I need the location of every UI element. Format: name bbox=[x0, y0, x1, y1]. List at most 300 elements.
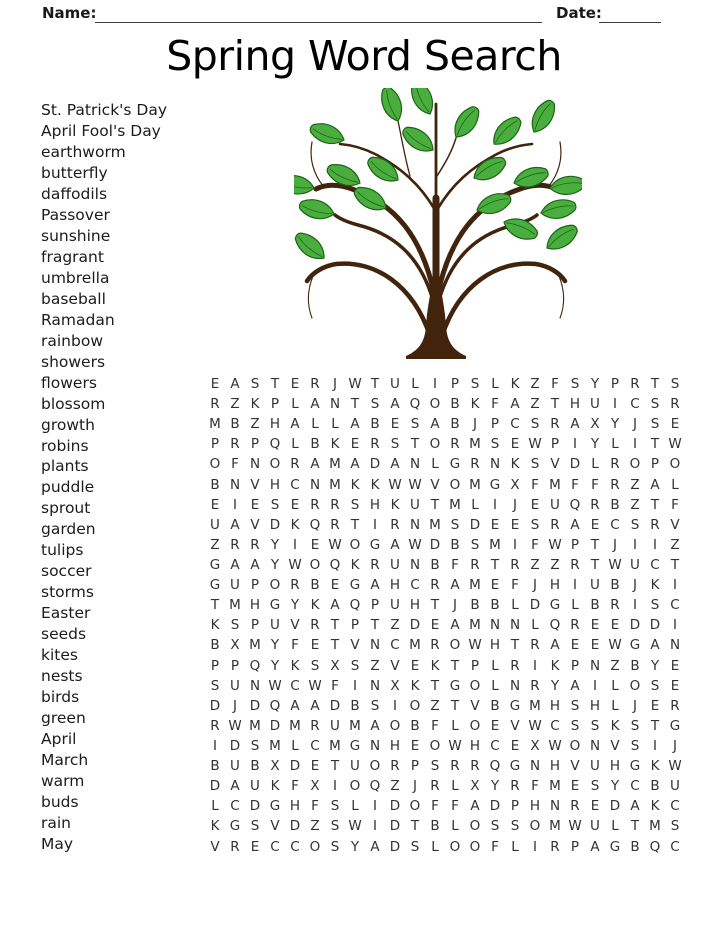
grid-letter: Q bbox=[269, 436, 281, 453]
grid-letter: U bbox=[250, 778, 260, 795]
grid-letter: R bbox=[310, 376, 320, 393]
grid-letter: S bbox=[390, 436, 400, 453]
grid-letter: R bbox=[610, 476, 620, 493]
grid-letter: B bbox=[610, 577, 620, 594]
word-list-item: butterfly bbox=[41, 163, 108, 182]
grid-letter: J bbox=[633, 416, 637, 433]
grid-letter: S bbox=[470, 376, 480, 393]
grid-letter: D bbox=[269, 516, 281, 533]
grid-letter: E bbox=[490, 717, 500, 734]
grid-letter: A bbox=[230, 778, 240, 795]
grid-letter: N bbox=[329, 396, 341, 413]
grid-letter: P bbox=[490, 416, 500, 433]
grid-letter: N bbox=[669, 637, 681, 654]
grid-letter: D bbox=[569, 456, 581, 473]
grid-letter: G bbox=[509, 758, 521, 775]
grid-letter: P bbox=[410, 758, 420, 775]
grid-letter: J bbox=[413, 778, 417, 795]
grid-letter: R bbox=[290, 456, 300, 473]
grid-letter: I bbox=[353, 677, 357, 694]
grid-letter: H bbox=[549, 697, 561, 714]
grid-letter: K bbox=[550, 657, 560, 674]
grid-letter: I bbox=[573, 577, 577, 594]
grid-letter: R bbox=[570, 798, 580, 815]
grid-letter: P bbox=[570, 838, 580, 855]
grid-letter: Z bbox=[230, 396, 240, 413]
word-list-item: robins bbox=[41, 436, 89, 455]
grid-letter: S bbox=[250, 818, 260, 835]
grid-letter: K bbox=[650, 758, 660, 775]
grid-letter: V bbox=[250, 516, 260, 533]
grid-letter: M bbox=[449, 496, 461, 513]
grid-letter: S bbox=[450, 516, 460, 533]
grid-letter: O bbox=[309, 557, 321, 574]
grid-letter: U bbox=[590, 758, 600, 775]
grid-letter: C bbox=[390, 637, 400, 654]
grid-letter: I bbox=[433, 376, 437, 393]
grid-letter: P bbox=[250, 436, 260, 453]
grid-letter: S bbox=[590, 717, 600, 734]
grid-letter: U bbox=[210, 516, 220, 533]
grid-letter: L bbox=[451, 717, 459, 734]
grid-letter: U bbox=[230, 577, 240, 594]
word-list-item: soccer bbox=[41, 562, 92, 581]
grid-letter: I bbox=[673, 617, 677, 634]
grid-letter: I bbox=[533, 657, 537, 674]
grid-letter: U bbox=[630, 557, 640, 574]
grid-letter: W bbox=[448, 738, 462, 755]
grid-letter: Q bbox=[369, 778, 381, 795]
word-list-item: showers bbox=[41, 352, 106, 371]
grid-letter: W bbox=[568, 818, 582, 835]
grid-letter: L bbox=[611, 436, 619, 453]
grid-letter: Z bbox=[530, 557, 540, 574]
grid-letter: D bbox=[369, 456, 381, 473]
grid-letter: B bbox=[450, 536, 460, 553]
word-list-item: earthworm bbox=[41, 142, 126, 161]
grid-letter: T bbox=[650, 717, 660, 734]
grid-letter: O bbox=[629, 677, 641, 694]
grid-letter: C bbox=[410, 577, 420, 594]
word-list-item: March bbox=[41, 751, 89, 770]
grid-letter: F bbox=[511, 577, 519, 594]
grid-letter: H bbox=[549, 577, 561, 594]
grid-letter: L bbox=[211, 798, 219, 815]
grid-letter: Z bbox=[530, 396, 540, 413]
grid-letter: W bbox=[408, 476, 422, 493]
grid-letter: R bbox=[430, 778, 440, 795]
grid-letter: N bbox=[409, 557, 421, 574]
grid-letter: R bbox=[630, 376, 640, 393]
grid-letter: Y bbox=[490, 778, 500, 795]
grid-letter: M bbox=[469, 476, 481, 493]
grid-letter: K bbox=[650, 798, 660, 815]
grid-letter: S bbox=[630, 516, 640, 533]
grid-letter: P bbox=[570, 536, 580, 553]
grid-letter: M bbox=[649, 818, 661, 835]
grid-letter: J bbox=[333, 376, 337, 393]
grid-letter: S bbox=[330, 838, 340, 855]
grid-letter: W bbox=[348, 376, 362, 393]
grid-letter: T bbox=[430, 496, 440, 513]
grid-letter: E bbox=[490, 516, 500, 533]
grid-letter: H bbox=[569, 396, 581, 413]
grid-letter: N bbox=[489, 456, 501, 473]
grid-letter: D bbox=[389, 838, 401, 855]
grid-letter: H bbox=[269, 416, 281, 433]
grid-letter: J bbox=[633, 697, 637, 714]
grid-letter: K bbox=[510, 376, 520, 393]
grid-letter: D bbox=[389, 798, 401, 815]
grid-letter: P bbox=[350, 617, 360, 634]
grid-letter: I bbox=[373, 818, 377, 835]
grid-letter: Z bbox=[390, 617, 400, 634]
grid-letter: I bbox=[633, 536, 637, 553]
grid-letter: N bbox=[509, 617, 521, 634]
word-list-item: kites bbox=[41, 646, 78, 665]
grid-letter: G bbox=[629, 637, 641, 654]
grid-letter: B bbox=[210, 758, 220, 775]
grid-letter: H bbox=[609, 758, 621, 775]
grid-letter: K bbox=[270, 778, 280, 795]
grid-letter: H bbox=[489, 637, 501, 654]
grid-letter: B bbox=[610, 496, 620, 513]
grid-letter: A bbox=[290, 416, 300, 433]
grid-letter: O bbox=[389, 717, 401, 734]
grid-letter: S bbox=[630, 717, 640, 734]
grid-letter: T bbox=[590, 557, 600, 574]
grid-letter: P bbox=[270, 396, 280, 413]
grid-letter: K bbox=[510, 456, 520, 473]
grid-letter: S bbox=[650, 416, 660, 433]
grid-letter: A bbox=[570, 516, 580, 533]
grid-letter: T bbox=[430, 677, 440, 694]
grid-letter: L bbox=[311, 416, 319, 433]
grid-letter: I bbox=[373, 516, 377, 533]
grid-letter: E bbox=[210, 496, 220, 513]
grid-letter: F bbox=[591, 476, 599, 493]
grid-letter: R bbox=[370, 436, 380, 453]
grid-letter: C bbox=[270, 838, 280, 855]
grid-letter: Y bbox=[270, 637, 280, 654]
grid-letter: S bbox=[230, 617, 240, 634]
grid-letter: J bbox=[453, 597, 457, 614]
grid-letter: T bbox=[270, 376, 280, 393]
grid-letter: J bbox=[513, 496, 517, 513]
grid-letter: F bbox=[491, 396, 499, 413]
grid-letter: E bbox=[610, 617, 620, 634]
grid-letter: E bbox=[590, 617, 600, 634]
grid-letter: H bbox=[469, 738, 481, 755]
grid-letter: S bbox=[530, 516, 540, 533]
grid-letter: S bbox=[590, 778, 600, 795]
grid-letter: F bbox=[291, 637, 299, 654]
grid-letter: L bbox=[611, 677, 619, 694]
grid-letter: E bbox=[410, 657, 420, 674]
grid-letter: V bbox=[470, 697, 480, 714]
grid-letter: O bbox=[209, 456, 221, 473]
grid-letter: M bbox=[529, 697, 541, 714]
grid-letter: O bbox=[269, 577, 281, 594]
grid-letter: L bbox=[451, 818, 459, 835]
grid-letter: X bbox=[470, 778, 480, 795]
grid-letter: F bbox=[531, 536, 539, 553]
grid-letter: N bbox=[249, 677, 261, 694]
grid-letter: C bbox=[290, 476, 300, 493]
grid-letter: Y bbox=[550, 677, 560, 694]
word-list-item: rain bbox=[41, 813, 72, 832]
grid-letter: G bbox=[229, 818, 241, 835]
grid-letter: Q bbox=[329, 557, 341, 574]
grid-letter: U bbox=[390, 597, 400, 614]
grid-letter: S bbox=[670, 376, 680, 393]
grid-letter: S bbox=[370, 697, 380, 714]
grid-letter: Q bbox=[409, 396, 421, 413]
grid-letter: Z bbox=[250, 416, 260, 433]
grid-letter: O bbox=[429, 738, 441, 755]
grid-letter: E bbox=[590, 516, 600, 533]
grid-letter: S bbox=[570, 697, 580, 714]
grid-letter: R bbox=[510, 778, 520, 795]
date-input-line[interactable] bbox=[599, 4, 661, 23]
grid-letter: J bbox=[673, 738, 677, 755]
grid-letter: V bbox=[670, 516, 680, 533]
grid-letter: E bbox=[250, 838, 260, 855]
grid-letter: U bbox=[350, 758, 360, 775]
grid-letter: Y bbox=[610, 416, 620, 433]
grid-letter: N bbox=[589, 738, 601, 755]
grid-letter: C bbox=[510, 416, 520, 433]
grid-letter: M bbox=[349, 717, 361, 734]
grid-letter: Y bbox=[270, 536, 280, 553]
grid-letter: L bbox=[591, 456, 599, 473]
grid-letter: S bbox=[350, 657, 360, 674]
grid-letter: D bbox=[269, 717, 281, 734]
grid-letter: X bbox=[510, 476, 520, 493]
grid-letter: U bbox=[230, 677, 240, 694]
grid-letter: A bbox=[330, 597, 340, 614]
grid-letter: D bbox=[249, 798, 261, 815]
grid-letter: O bbox=[449, 637, 461, 654]
grid-letter: W bbox=[408, 536, 422, 553]
grid-letter: R bbox=[470, 758, 480, 775]
grid-letter: O bbox=[369, 758, 381, 775]
grid-letter: S bbox=[270, 496, 280, 513]
grid-letter: E bbox=[330, 577, 340, 594]
word-list-item: Passover bbox=[41, 205, 110, 224]
grid-letter: B bbox=[490, 697, 500, 714]
grid-letter: I bbox=[393, 697, 397, 714]
grid-letter: T bbox=[510, 637, 520, 654]
word-list-item: flowers bbox=[41, 373, 97, 392]
grid-letter: B bbox=[450, 396, 460, 413]
grid-letter: I bbox=[233, 496, 237, 513]
grid-letter: H bbox=[409, 597, 421, 614]
word-list-item: April Fool's Day bbox=[41, 121, 161, 140]
grid-letter: A bbox=[570, 677, 580, 694]
grid-letter: I bbox=[293, 536, 297, 553]
grid-letter: J bbox=[633, 577, 637, 594]
grid-letter: F bbox=[531, 778, 539, 795]
grid-letter: M bbox=[409, 637, 421, 654]
grid-letter: R bbox=[570, 617, 580, 634]
grid-letter: T bbox=[670, 557, 680, 574]
grid-letter: R bbox=[510, 657, 520, 674]
page-title: Spring Word Search bbox=[166, 32, 562, 80]
grid-letter: Q bbox=[249, 657, 261, 674]
grid-letter: V bbox=[270, 818, 280, 835]
grid-letter: T bbox=[330, 617, 340, 634]
grid-letter: H bbox=[529, 798, 541, 815]
grid-letter: S bbox=[350, 496, 360, 513]
grid-letter: D bbox=[249, 697, 261, 714]
grid-letter: O bbox=[449, 476, 461, 493]
grid-letter: S bbox=[490, 436, 500, 453]
grid-letter: W bbox=[308, 677, 322, 694]
grid-letter: G bbox=[349, 577, 361, 594]
grid-letter: J bbox=[613, 536, 617, 553]
grid-letter: B bbox=[350, 697, 360, 714]
grid-letter: V bbox=[570, 758, 580, 775]
grid-letter: O bbox=[469, 838, 481, 855]
grid-letter: A bbox=[430, 416, 440, 433]
grid-letter: B bbox=[410, 717, 420, 734]
grid-letter: T bbox=[450, 697, 460, 714]
grid-letter: R bbox=[330, 496, 340, 513]
grid-letter: B bbox=[250, 758, 260, 775]
grid-letter: L bbox=[411, 376, 419, 393]
grid-letter: F bbox=[451, 557, 459, 574]
grid-letter: T bbox=[370, 617, 380, 634]
grid-letter: R bbox=[390, 516, 400, 533]
grid-letter: L bbox=[291, 436, 299, 453]
grid-letter: N bbox=[409, 456, 421, 473]
grid-letter: E bbox=[430, 617, 440, 634]
grid-letter: D bbox=[289, 758, 301, 775]
grid-letter: E bbox=[590, 798, 600, 815]
grid-letter: S bbox=[430, 758, 440, 775]
grid-letter: V bbox=[550, 456, 560, 473]
grid-letter: O bbox=[469, 717, 481, 734]
grid-letter: C bbox=[230, 798, 240, 815]
grid-letter: K bbox=[350, 557, 360, 574]
grid-letter: L bbox=[351, 798, 359, 815]
grid-letter: D bbox=[209, 778, 221, 795]
grid-letter: F bbox=[311, 798, 319, 815]
grid-letter: V bbox=[250, 476, 260, 493]
grid-letter: C bbox=[670, 798, 680, 815]
word-list-item: daffodils bbox=[41, 184, 108, 203]
grid-letter: F bbox=[231, 456, 239, 473]
grid-letter: Z bbox=[310, 818, 320, 835]
grid-letter: S bbox=[370, 396, 380, 413]
grid-letter: F bbox=[671, 496, 679, 513]
grid-letter: D bbox=[489, 798, 501, 815]
grid-letter: M bbox=[469, 617, 481, 634]
grid-letter: T bbox=[370, 376, 380, 393]
name-label: Name: bbox=[42, 4, 97, 22]
grid-letter: K bbox=[250, 396, 260, 413]
grid-letter: C bbox=[290, 838, 300, 855]
word-list-item: tulips bbox=[41, 541, 84, 560]
grid-letter: D bbox=[629, 617, 641, 634]
grid-letter: E bbox=[410, 738, 420, 755]
grid-letter: I bbox=[213, 738, 217, 755]
grid-letter: I bbox=[653, 536, 657, 553]
grid-letter: R bbox=[250, 536, 260, 553]
grid-letter: A bbox=[350, 456, 360, 473]
grid-letter: Y bbox=[270, 557, 280, 574]
grid-letter: S bbox=[330, 818, 340, 835]
grid-letter: Q bbox=[489, 758, 501, 775]
grid-letter: W bbox=[668, 758, 682, 775]
grid-letter: C bbox=[490, 738, 500, 755]
grid-letter: S bbox=[570, 376, 580, 393]
word-list-item: green bbox=[41, 709, 86, 728]
grid-letter: S bbox=[570, 717, 580, 734]
grid-letter: F bbox=[431, 717, 439, 734]
grid-letter: U bbox=[550, 496, 560, 513]
grid-letter: L bbox=[531, 617, 539, 634]
grid-letter: G bbox=[629, 758, 641, 775]
grid-letter: C bbox=[550, 717, 560, 734]
grid-letter: I bbox=[633, 597, 637, 614]
word-list-item: April bbox=[41, 730, 77, 749]
name-input-line[interactable] bbox=[95, 4, 542, 23]
word-list-item: garden bbox=[41, 520, 96, 539]
grid-letter: A bbox=[370, 717, 380, 734]
grid-letter: L bbox=[611, 697, 619, 714]
grid-letter: T bbox=[430, 597, 440, 614]
grid-letter: O bbox=[629, 456, 641, 473]
grid-letter: V bbox=[350, 637, 360, 654]
grid-letter: A bbox=[390, 396, 400, 413]
grid-letter: I bbox=[673, 577, 677, 594]
grid-letter: N bbox=[529, 758, 541, 775]
grid-letter: A bbox=[510, 396, 520, 413]
grid-letter: N bbox=[309, 476, 321, 493]
grid-letter: I bbox=[333, 778, 337, 795]
grid-letter: A bbox=[550, 637, 560, 654]
grid-letter: U bbox=[390, 376, 400, 393]
grid-letter: Y bbox=[290, 597, 300, 614]
grid-letter: K bbox=[290, 657, 300, 674]
grid-letter: O bbox=[429, 436, 441, 453]
grid-letter: B bbox=[490, 597, 500, 614]
grid-letter: K bbox=[290, 516, 300, 533]
grid-letter: L bbox=[491, 657, 499, 674]
grid-letter: R bbox=[670, 396, 680, 413]
grid-letter: B bbox=[450, 416, 460, 433]
grid-letter: U bbox=[390, 557, 400, 574]
grid-letter: M bbox=[469, 436, 481, 453]
grid-letter: H bbox=[549, 758, 561, 775]
grid-letter: F bbox=[451, 798, 459, 815]
grid-letter: I bbox=[533, 838, 537, 855]
grid-letter: L bbox=[451, 778, 459, 795]
grid-letter: W bbox=[388, 476, 402, 493]
grid-letter: G bbox=[509, 697, 521, 714]
grid-letter: B bbox=[210, 476, 220, 493]
grid-letter: A bbox=[230, 516, 240, 533]
grid-letter: W bbox=[228, 717, 242, 734]
grid-letter: Y bbox=[590, 376, 600, 393]
grid-letter: Y bbox=[610, 778, 620, 795]
grid-letter: C bbox=[610, 516, 620, 533]
grid-letter: Z bbox=[530, 376, 540, 393]
word-list-item: umbrella bbox=[41, 268, 110, 287]
grid-letter: T bbox=[490, 557, 500, 574]
